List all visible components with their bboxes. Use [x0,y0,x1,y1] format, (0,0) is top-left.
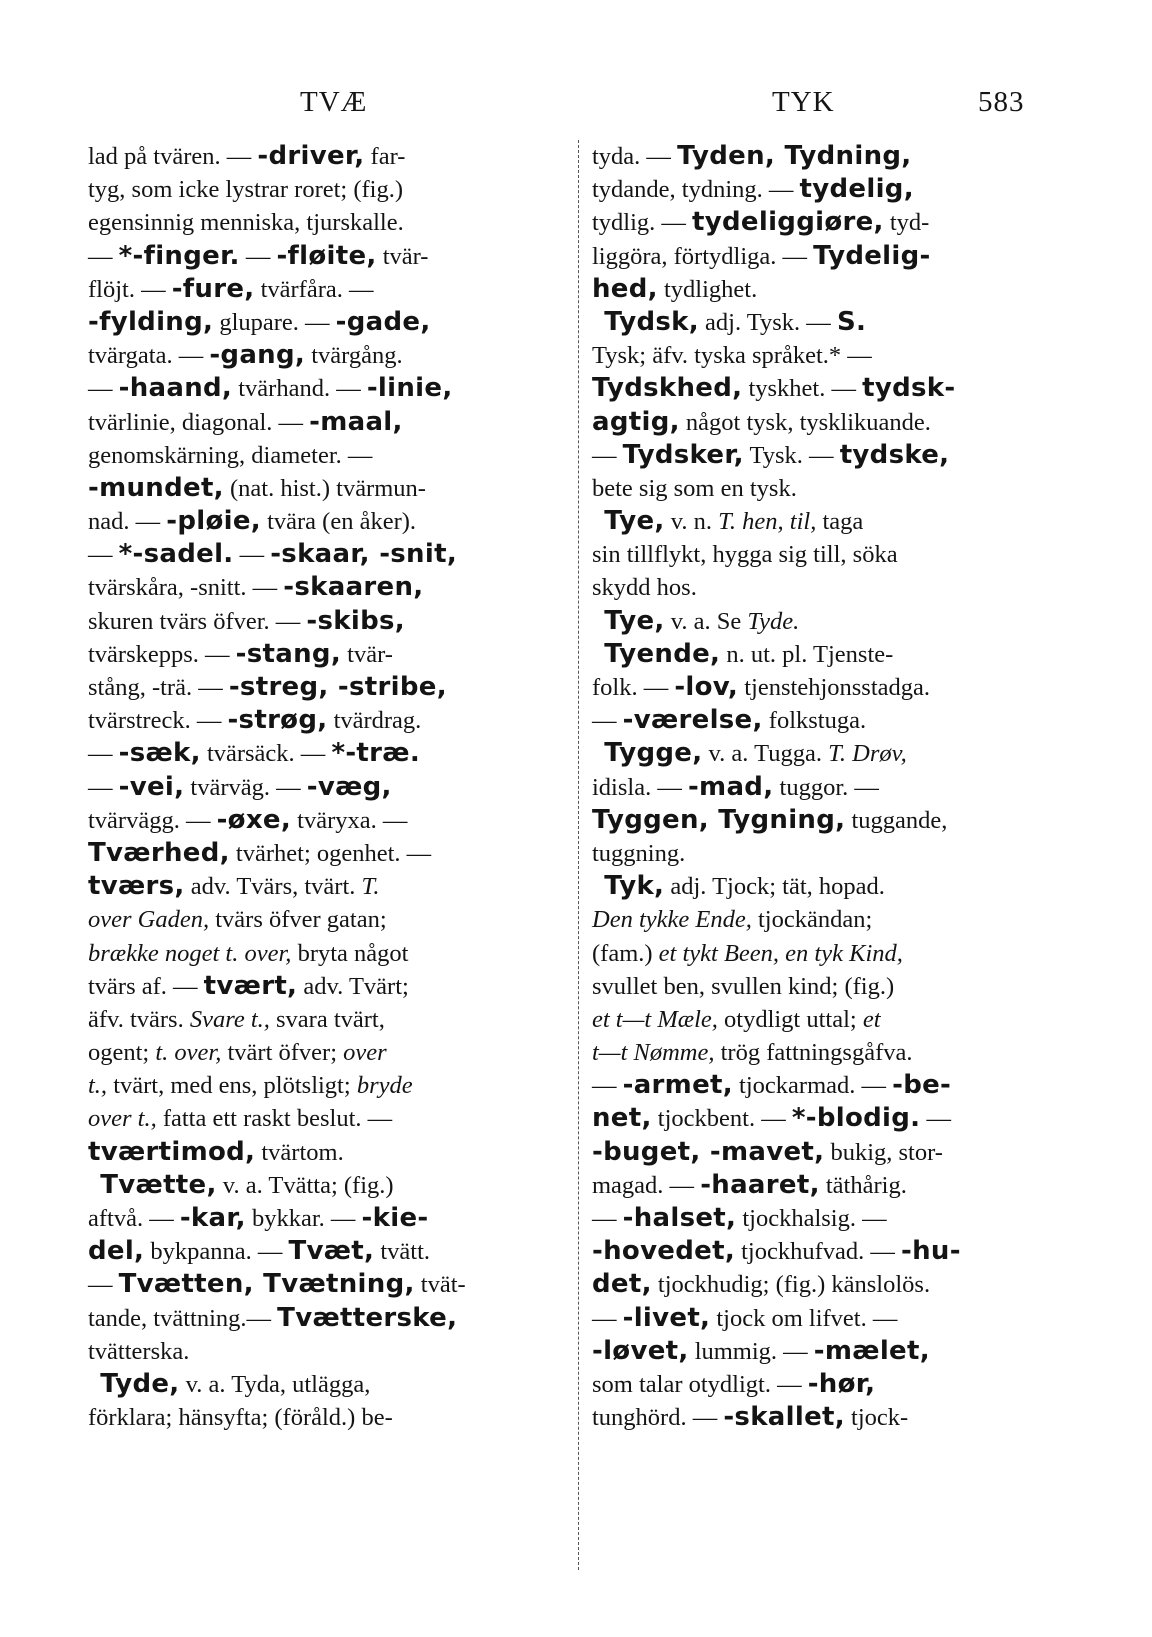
right-line: (fam.) et tykt Been, en tyk Kind, [592,939,903,967]
page-header [0,86,1152,134]
right-line: — -værelse, folkstuga. [592,705,867,736]
left-line: nad. — -pløie, tvära (en åker). [88,506,417,537]
left-line: stång, -trä. — -streg, -stribe, [88,672,447,702]
left-line: — *-finger. — -fløite, tvär- [88,240,429,271]
left-line: tvärstreck. — -strøg, tvärdrag. [88,705,422,736]
left-line: egensinnig menniska, tjurskalle. [88,209,404,237]
left-line: tande, tvättning.— Tvætterske, [88,1302,458,1333]
left-line: tvärvägg. — -øxe, tväryxa. — [88,804,408,835]
right-line: net, tjockbent. — *-blodig. — [592,1103,951,1134]
left-line: — *-sadel. — -skaar, -snit, [88,539,457,570]
left-line: tvärs af. — tvært, adv. Tvärt; [88,970,409,1001]
right-line: et t—t Mæle, otydligt uttal; et [592,1005,881,1033]
left-line: del, bykpanna. — Tvæt, tvätt. [88,1236,431,1267]
right-line: Tygge, v. a. Tugga. T. Drøv, [604,738,907,769]
left-line: tvätterska. [88,1337,190,1365]
right-column [592,140,1068,1434]
left-line: tværs, adv. Tvärs, tvärt. T. [88,871,380,902]
left-line: genomskärning, diameter. — [88,441,373,469]
left-line: -fylding, glupare. — -gade, [88,306,431,337]
right-line: idisla. — -mad, tuggor. — [592,771,879,802]
right-line: tuggning. [592,839,686,867]
left-line: Tvætte, v. a. Tvätta; (fig.) [100,1169,394,1200]
right-line: Tye, v. a. Se Tyde. [604,605,800,636]
left-line: over Gaden, tvärs öfver gatan; [88,906,387,934]
left-line: tvärgata. — -gang, tvärgång. [88,340,403,371]
right-line: sin tillflykt, hygga sig till, söka [592,541,898,569]
left-line: Tværhed, tvärhet; ogenhet. — [88,837,432,868]
right-line: Tyggen, Tygning, tuggande, [592,804,948,835]
right-line: t—t Nømme, trög fattningsgåfva. [592,1039,913,1067]
left-line: tværtimod, tvärtom. [88,1136,344,1167]
right-line: tyda. — Tyden, Tydning, [592,141,912,171]
left-line: lad på tvären. — -driver, far- [88,141,406,171]
right-line: Tydskhed, tyskhet. — tydsk- [592,373,956,404]
right-line: tydande, tydning. — tydelig, [592,174,914,205]
right-line: agtig, något tysk, tysklikuande. [592,406,931,437]
left-line: t., tvärt, med ens, plötsligt; bryde [88,1072,413,1100]
right-line: -løvet, lummig. — -mælet, [592,1335,930,1366]
left-line: — Tvætten, Tvætning, tvät- [88,1269,466,1300]
right-line: bete sig som en tysk. [592,474,797,502]
right-line: Tyk, adj. Tjock; tät, hopad. [604,871,885,902]
right-line: -buget, -mavet, bukig, stor- [592,1136,943,1167]
left-line: aftvå. — -kar, bykkar. — -kie- [88,1203,429,1233]
right-line: folk. — -lov, tjenstehjonsstadga. [592,672,931,702]
left-line: tvärskepps. — -stang, tvär- [88,638,393,669]
left-line: over t., fatta ett raskt beslut. — [88,1105,393,1133]
header-left-guideword: TVÆ [300,86,368,118]
left-line: — -haand, tvärhand. — -linie, [88,373,453,404]
right-line: som talar otydligt. — -hør, [592,1368,876,1399]
left-line: — -vei, tvärväg. — -væg, [88,771,392,802]
page-number: 583 [978,86,1025,118]
left-line: tyg, som icke lystrar roret; (fig.) [88,176,404,204]
right-line: Tyende, n. ut. pl. Tjenste- [604,638,894,669]
right-line: hed, tydlighet. [592,273,758,304]
right-line: svullet ben, svullen kind; (fig.) [592,972,895,1000]
left-line: tvärlinie, diagonal. — -maal, [88,406,403,437]
left-line: flöjt. — -fure, tvärfåra. — [88,273,374,304]
right-line: tydlig. — tydeliggiøre, tyd- [592,207,930,238]
right-line: tunghörd. — -skallet, tjock- [592,1402,909,1433]
header-right-guideword: TYK [772,86,835,118]
right-line: — -halset, tjockhalsig. — [592,1203,887,1233]
left-line: -mundet, (nat. hist.) tvärmun- [88,472,426,503]
right-line: Tysk; äfv. tyska språket.* — [592,342,872,370]
right-line: -hovedet, tjockhufvad. — -hu- [592,1236,961,1267]
left-column [88,140,566,1434]
right-line: Den tykke Ende, tjockändan; [592,906,873,934]
left-line: ogent; t. over, tvärt öfver; over [88,1039,387,1067]
right-line: magad. — -haaret, täthårig. [592,1169,907,1200]
left-line: brække noget t. over, bryta något [88,939,409,967]
right-line: liggöra, förtydliga. — Tydelig- [592,240,931,271]
right-line: skydd hos. [592,574,697,602]
left-line: äfv. tvärs. Svare t., svara tvärt, [88,1005,385,1033]
right-line: Tydsk, adj. Tysk. — S. [604,306,867,337]
right-line: — -livet, tjock om lifvet. — [592,1302,898,1333]
right-line: — Tydsker, Tysk. — tydske, [592,439,950,470]
left-line: Tyde, v. a. Tyda, utlägga, [100,1368,371,1399]
column-divider [578,140,579,1570]
left-line: skuren tvärs öfver. — -skibs, [88,605,405,636]
right-line: Tye, v. n. T. hen, til, taga [604,506,864,537]
left-line: förklara; hänsyfta; (föråld.) be- [88,1404,393,1432]
right-line: det, tjockhudig; (fig.) känslolös. [592,1269,931,1300]
left-line: — -sæk, tvärsäck. — *-træ. [88,738,420,769]
left-line: tvärskåra, -snitt. — -skaaren, [88,572,424,603]
right-line: — -armet, tjockarmad. — -be- [592,1070,952,1101]
